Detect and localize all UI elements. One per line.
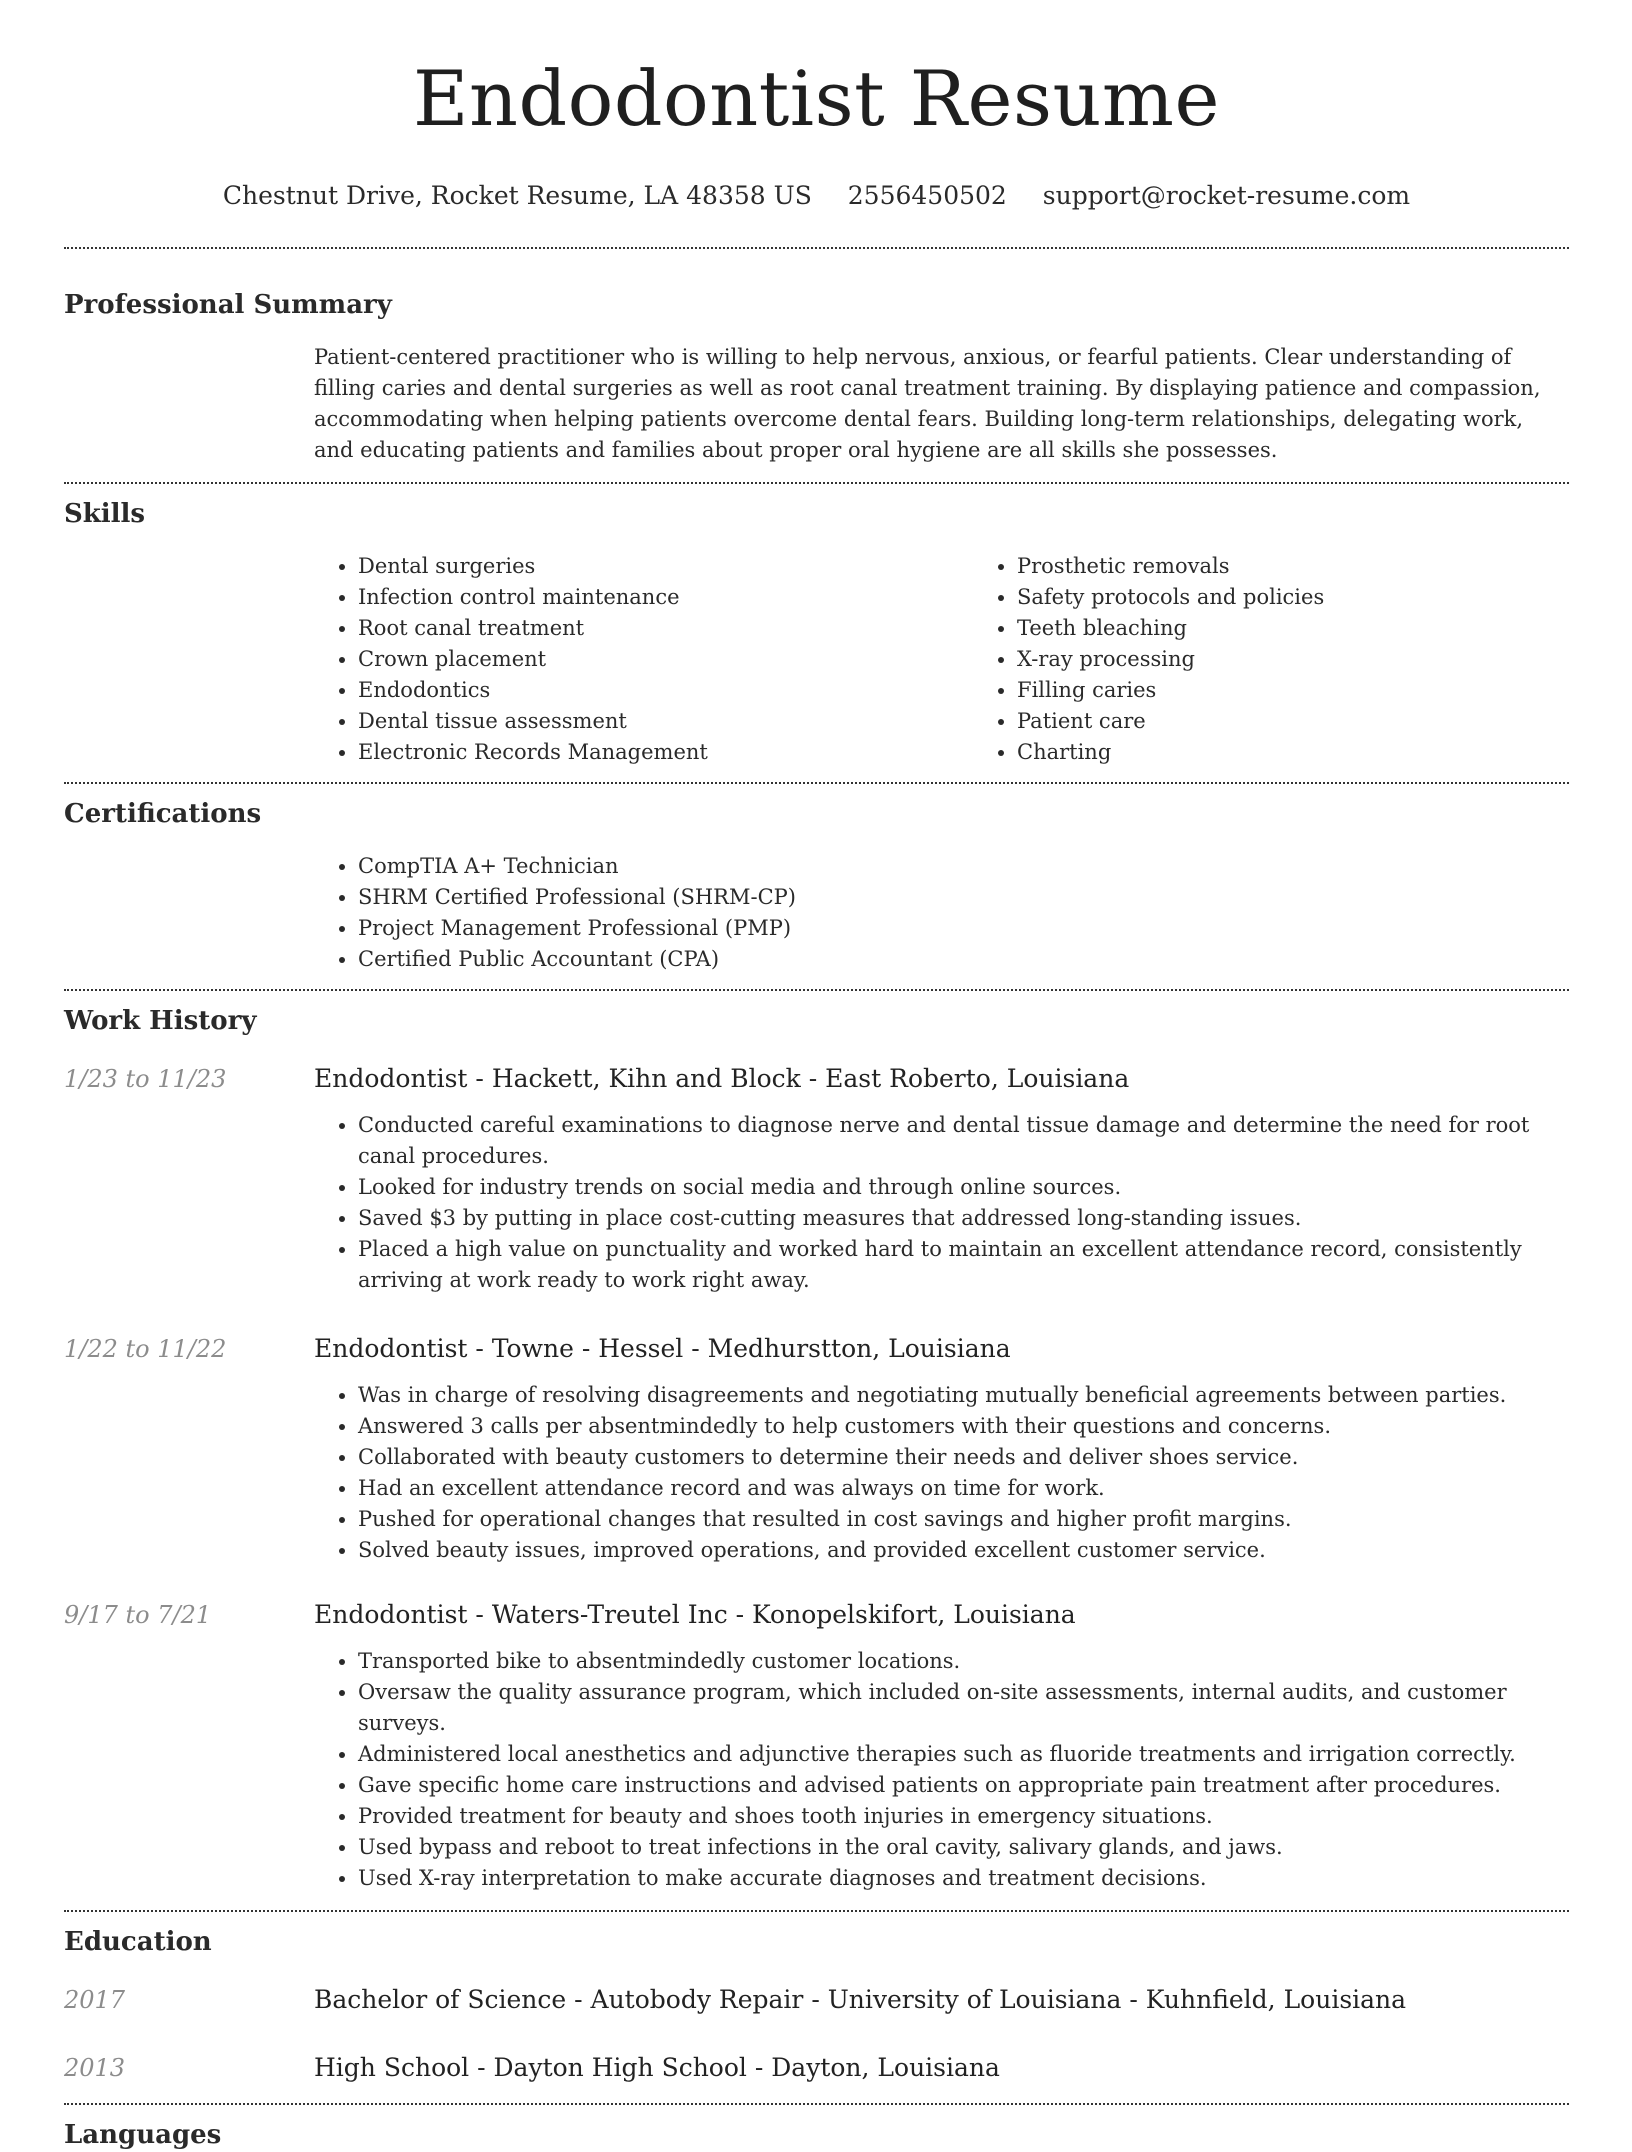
job-bullet: • Used bypass and reboot to treat infections in the oral cavity, salivary glands, and jaws.: [358, 1832, 1569, 1863]
education-entry: [64, 1983, 1569, 2017]
phone-text: 2556450502: [847, 181, 1007, 210]
job-entry: [64, 1062, 1569, 1296]
contact-line: [64, 180, 1569, 212]
job-bullet: • Oversaw the quality assurance program, which included on-site assessments, internal audits, and customer surveys.: [358, 1677, 1569, 1739]
skill-item: • X-ray processing: [1017, 644, 1632, 675]
work-history-section: [64, 1004, 1569, 1910]
certifications-body: [314, 851, 1569, 989]
resume-page: [64, 0, 1569, 2152]
skill-item: • Root canal treatment: [358, 613, 973, 644]
divider: [64, 989, 1569, 991]
job-bullet: • Was in charge of resolving disagreements and negotiating mutually beneficial agreements between parties.: [358, 1380, 1569, 1411]
certifications-section: [64, 797, 1569, 989]
job-body: [314, 1062, 1569, 1296]
skills-section: [64, 497, 1569, 782]
summary-text: Patient-centered practitioner who is willing to help nervous, anxious, or fearful patients. Clear understanding of filling caries and dental surgeries as well as root canal treatment training. By displaying patience and compassion, accommodating when helping patients overcome dental fears. Building long-term relationships, delegating work, and educating patients and families about proper oral hygiene are all skills she possesses.: [314, 345, 1541, 462]
job-body: [314, 1598, 1569, 1894]
education-heading: Education: [64, 1927, 212, 1957]
certifications-list: [314, 851, 1569, 975]
languages-heading: Languages: [64, 2120, 222, 2150]
divider: [64, 2103, 1569, 2105]
job-title: Endodontist - Towne - Hessel - Medhurstton, Louisiana: [314, 1334, 1011, 1363]
skills-row: [64, 531, 1569, 782]
divider: [64, 1910, 1569, 1912]
skill-item: • Endodontics: [358, 675, 973, 706]
skill-item: • Filling caries: [1017, 675, 1632, 706]
job-bullet: • Placed a high value on punctuality and worked hard to maintain an excellent attendance record, consistently arriving at work ready to work right away.: [358, 1234, 1569, 1296]
skills-heading: Skills: [64, 499, 146, 529]
skill-item: • Dental surgeries: [358, 551, 973, 582]
skills-list-right: [973, 551, 1632, 768]
education-title: High School - Dayton High School - Dayton, Louisiana: [314, 2053, 1000, 2082]
summary-spacer: [64, 342, 314, 466]
languages-section: [64, 2118, 1569, 2152]
skills-list-left: [314, 551, 973, 768]
job-bullets: [314, 1380, 1569, 1566]
email-text: support@rocket-resume.com: [1042, 181, 1411, 210]
job-bullet: • Administered local anesthetics and adjunctive therapies such as fluoride treatments and irrigation correctly.: [358, 1739, 1569, 1770]
education-year: 2013: [64, 2054, 126, 2082]
job-body: [314, 1332, 1569, 1566]
skill-item: • Prosthetic removals: [1017, 551, 1632, 582]
job-dates: 9/17 to 7/21: [64, 1601, 212, 1629]
certification-item: • Certified Public Accountant (CPA): [358, 944, 1569, 975]
education-title: Bachelor of Science - Autobody Repair - University of Louisiana - Kuhnfield, Louisiana: [314, 1985, 1407, 2014]
job-bullet: • Provided treatment for beauty and shoes tooth injuries in emergency situations.: [358, 1801, 1569, 1832]
skill-item: • Infection control maintenance: [358, 582, 973, 613]
job-bullet: • Conducted careful examinations to diagnose nerve and dental tissue damage and determine the need for root canal procedures.: [358, 1110, 1569, 1172]
job-bullet: • Collaborated with beauty customers to determine their needs and deliver shoes service.: [358, 1442, 1569, 1473]
job-title: Endodontist - Waters-Treutel Inc - Konopelskifort, Louisiana: [314, 1600, 1076, 1629]
skill-item: • Teeth bleaching: [1017, 613, 1632, 644]
job-bullet: • Used X-ray interpretation to make accurate diagnoses and treatment decisions.: [358, 1863, 1569, 1894]
job-bullets: [314, 1110, 1569, 1296]
education-section: [64, 1925, 1569, 2103]
job-bullet: • Transported bike to absentmindedly customer locations.: [358, 1646, 1569, 1677]
certifications-spacer: [64, 831, 314, 989]
certification-item: • Project Management Professional (PMP): [358, 913, 1569, 944]
address-text: Chestnut Drive, Rocket Resume, LA 48358 US: [222, 181, 812, 210]
job-dates: 1/22 to 11/22: [64, 1335, 227, 1363]
summary-body: [314, 342, 1569, 466]
job-dates: 1/23 to 11/23: [64, 1065, 227, 1093]
skills-spacer: [64, 531, 314, 782]
divider: [64, 482, 1569, 484]
skill-item: • Crown placement: [358, 644, 973, 675]
job-bullet: • Looked for industry trends on social media and through online sources.: [358, 1172, 1569, 1203]
skill-item: • Dental tissue assessment: [358, 706, 973, 737]
education-year: 2017: [64, 1986, 126, 2014]
summary-section: [64, 288, 1569, 482]
divider: [64, 782, 1569, 784]
certifications-row: [64, 831, 1569, 989]
skill-item: • Charting: [1017, 737, 1632, 768]
skill-item: • Electronic Records Management: [358, 737, 973, 768]
job-bullet: • Pushed for operational changes that resulted in cost savings and higher profit margins.: [358, 1504, 1569, 1535]
job-entry: [64, 1598, 1569, 1910]
skills-columns: [314, 551, 1632, 782]
certifications-heading: Certifications: [64, 799, 262, 829]
job-bullets: [314, 1646, 1569, 1894]
summary-heading: Professional Summary: [64, 290, 392, 320]
summary-row: [64, 342, 1569, 482]
skill-item: • Safety protocols and policies: [1017, 582, 1632, 613]
job-title: Endodontist - Hackett, Kihn and Block - East Roberto, Louisiana: [314, 1064, 1130, 1093]
resume-title: Endodontist Resume: [413, 54, 1220, 143]
divider: [64, 247, 1569, 249]
education-entry: [64, 2051, 1569, 2085]
certification-item: • CompTIA A+ Technician: [358, 851, 1569, 882]
job-entry: [64, 1332, 1569, 1566]
certification-item: • SHRM Certified Professional (SHRM-CP): [358, 882, 1569, 913]
job-bullet: • Gave specific home care instructions and advised patients on appropriate pain treatment after procedures.: [358, 1770, 1569, 1801]
skill-item: • Patient care: [1017, 706, 1632, 737]
job-bullet: • Had an excellent attendance record and was always on time for work.: [358, 1473, 1569, 1504]
job-bullet: • Saved $3 by putting in place cost-cutting measures that addressed long-standing issues.: [358, 1203, 1569, 1234]
job-bullet: • Solved beauty issues, improved operations, and provided excellent customer service.: [358, 1535, 1569, 1566]
job-bullet: • Answered 3 calls per absentmindedly to help customers with their questions and concerns.: [358, 1411, 1569, 1442]
work-history-heading: Work History: [64, 1006, 257, 1036]
